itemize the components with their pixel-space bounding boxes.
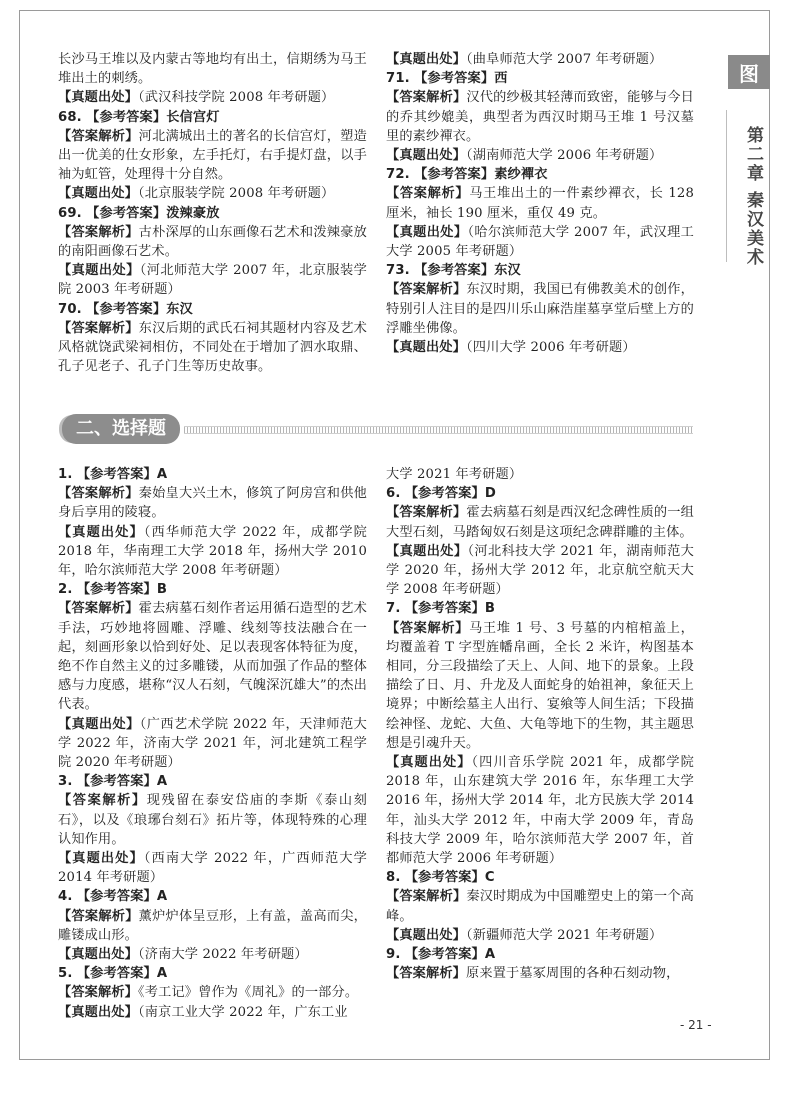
source-line	[386, 338, 694, 357]
entry-text: （河北师范大学 2007 年，北京服装学院 2003 年考研题）	[58, 263, 368, 298]
item-number: 71.	[386, 71, 410, 87]
explanation-paragraph	[386, 503, 694, 541]
entry-text: C	[484, 870, 495, 886]
item-number: 4.	[58, 889, 73, 905]
item-number: 70.	[58, 301, 82, 317]
item-number: 68.	[58, 109, 82, 125]
source-line	[58, 1003, 367, 1022]
entry-text: （湖南师范大学 2006 年考研题）	[466, 148, 663, 164]
entry-text: （四川大学 2006 年考研题）	[466, 340, 636, 356]
entry-text: B	[156, 582, 168, 598]
entry-text: A	[484, 947, 496, 963]
entry-text: 霍去病墓石刻是西汉纪念碑性质的一组大型石刻，马踏匈奴石刻是这项纪念碑群雕的主体。	[386, 505, 694, 540]
entry-label: 【参考答案】	[404, 870, 485, 886]
item-number: 69.	[58, 205, 82, 221]
entry-text: （西南大学 2022 年，广西师范大学 2014 年考研题）	[58, 851, 367, 886]
entry-text: 东汉	[494, 263, 521, 279]
book-logo-icon	[728, 55, 770, 89]
entry-text: 素纱襌衣	[494, 167, 548, 183]
source-line	[386, 223, 694, 261]
top-left-column	[58, 50, 367, 376]
entry-label: 【答案解析】	[58, 793, 147, 809]
entry-text: 泼辣豪放	[166, 205, 220, 221]
entry-label: 【参考答案】	[86, 301, 167, 317]
entry-text: A	[156, 966, 168, 982]
entry-label: 【答案解析】	[386, 889, 467, 905]
entry-label: 【参考答案】	[404, 601, 485, 617]
entry-text: 东汉	[166, 301, 193, 317]
entry-text: 大学 2021 年考研题）	[386, 467, 523, 482]
entry-label: 【真题出处】	[58, 851, 144, 867]
logo-glyph: 图	[739, 61, 759, 86]
entry-text: （西华师范大学 2022 年，成都学院 2018 年，华南理工大学 2018 年，扬州大学 2010 年，哈尔滨师范大学 2008 年考研题）	[58, 524, 367, 579]
entry-text: 东汉后期的武氏石祠其题材内容及艺术风格就饶武梁祠相仿，不同处在于增加了泗水取鼎、孔子见老子、孔子门生等历史故事。	[58, 320, 367, 375]
entry-label: 【答案解析】	[386, 505, 467, 521]
answer-line	[58, 772, 367, 791]
section-header	[58, 412, 693, 448]
explanation-paragraph	[58, 223, 367, 261]
entry-label: 【答案解析】	[58, 601, 139, 617]
entry-label: 【真题出处】	[58, 716, 140, 732]
explanation-paragraph	[58, 319, 367, 377]
entry-text: 马王堆 1 号、3 号墓的内棺棺盖上，均覆盖着 T 字型旌幡帛画，全长 2 米许，构图基本相同，分三段描绘了天上、人间、地下的景象。上段描绘了日、月、升龙及人面蛇身的始祖神，象征天上境界；中断绘墓主人出行、宴飨等人间生活；下段描绘神怪、龙蛇、大鱼、大龟等地下的生物，其主题思想是引魂升天。	[386, 620, 694, 751]
explanation-paragraph	[386, 619, 694, 753]
entry-label: 【真题出处】	[386, 340, 467, 356]
top-right-column	[386, 50, 694, 357]
source-line	[386, 542, 694, 600]
explanation-paragraph	[58, 484, 367, 522]
source-line	[58, 184, 367, 203]
entry-label: 【答案解析】	[58, 985, 139, 1001]
text-paragraph	[58, 50, 367, 88]
entry-label: 【答案解析】	[58, 486, 139, 502]
entry-label: 【参考答案】	[76, 889, 157, 905]
entry-text: （武汉科技学院 2008 年考研题）	[138, 90, 335, 106]
entry-label: 【真题出处】	[386, 927, 467, 943]
entry-label: 【答案解析】	[58, 128, 139, 144]
source-line	[58, 849, 367, 887]
source-line	[386, 146, 694, 165]
entry-text: （曲阜师范大学 2007 年考研题）	[466, 52, 663, 67]
entry-text: 马王堆出土的一件素纱襌衣，长 128 厘米，袖长 190 厘米，重仅 49 克。	[386, 186, 694, 221]
item-number: 72.	[386, 167, 410, 183]
entry-text: 古朴深厚的山东画像石艺术和泼辣豪放的南阳画像石艺术。	[58, 224, 367, 260]
entry-label: 【参考答案】	[404, 486, 485, 502]
item-number: 5.	[58, 966, 73, 982]
answer-line	[386, 945, 694, 964]
entry-label: 【参考答案】	[86, 205, 167, 221]
page-number: - 21 -	[680, 1018, 712, 1032]
entry-label: 【真题出处】	[386, 755, 472, 771]
explanation-paragraph	[58, 983, 367, 1002]
bottom-left-column	[58, 465, 367, 1022]
item-number: 8.	[386, 870, 401, 886]
entry-label: 【答案解析】	[58, 320, 139, 336]
entry-text: （新疆师范大学 2021 年考研题）	[466, 927, 663, 943]
entry-text: 现残留在泰安岱庙的李斯《泰山刻石》，以及《琅琊台刻石》拓片等，体现特殊的心理认知作用。	[58, 793, 367, 847]
entry-label: 【参考答案】	[414, 263, 495, 279]
entry-text: A	[156, 889, 168, 905]
entry-label: 【真题出处】	[386, 148, 467, 164]
entry-label: 【参考答案】	[76, 774, 157, 790]
section-title: 二、选择题	[62, 414, 180, 444]
entry-label: 【答案解析】	[386, 282, 467, 298]
entry-text: （南京工业大学 2022 年，广东工业	[138, 1004, 348, 1020]
explanation-paragraph	[58, 599, 367, 714]
answer-line	[58, 964, 367, 983]
item-number: 1.	[58, 467, 73, 482]
explanation-paragraph	[386, 887, 694, 925]
entry-label: 【真题出处】	[58, 186, 139, 202]
entry-text: B	[484, 601, 496, 617]
entry-text: 秦汉时期成为中国雕塑史上的第一个高峰。	[386, 889, 694, 924]
entry-text: 薰炉炉体呈豆形，上有盖，盖高而尖，雕镂成山形。	[58, 908, 367, 943]
entry-text: 秦始皇大兴土木，修筑了阿房宫和供他身后享用的陵寝。	[58, 486, 367, 521]
entry-text: 长沙马王堆以及内蒙古等地均有出土，信期绣为马王堆出土的刺绣。	[58, 52, 367, 87]
entry-text: 霍去病墓石刻作者运用循石造型的艺术手法，巧妙地将圆雕、浮雕、线刻等技法融合在一起，刻画形象以恰到好处、足以表现客体特征为度，绝不作自然主义的过多雕镂，从而加强了作品的整体感与力度感，堪称“汉人石刻，气魄深沉雄大”的杰出代表。	[58, 601, 367, 713]
entry-text: （四川音乐学院 2021 年，成都学院 2018 年，山东建筑大学 2016 年，东华理工大学 2016 年，扬州大学 2014 年，北方民族大学 2014 年，汕头大学 2012 年，中南大学 2009 年，青岛科技大学 2009 年，哈尔滨师范大学 2007 年，首都师范大学 2006 年考研题）	[386, 755, 694, 867]
entry-label: 【参考答案】	[86, 109, 167, 125]
entry-text: 西	[494, 71, 508, 87]
entry-label: 【答案解析】	[58, 224, 139, 240]
entry-label: 【答案解析】	[386, 186, 470, 202]
answer-line	[386, 69, 694, 88]
entry-label: 【参考答案】	[414, 167, 495, 183]
entry-label: 【参考答案】	[414, 71, 495, 87]
entry-label: 【真题出处】	[58, 1004, 139, 1020]
entry-label: 【真题出处】	[58, 90, 139, 106]
entry-text: 东汉时期，我国已有佛教美术的创作，特别引人注目的是四川乐山麻浩崖墓享堂后壁上方的浮雕坐佛像。	[386, 282, 694, 336]
entry-label: 【真题出处】	[386, 224, 468, 240]
entry-label: 【参考答案】	[76, 467, 157, 482]
answer-line	[58, 580, 367, 599]
entry-label: 【参考答案】	[76, 966, 157, 982]
explanation-paragraph	[386, 184, 694, 222]
entry-label: 【答案解析】	[386, 620, 470, 636]
entry-label: 【答案解析】	[386, 90, 467, 106]
entry-label: 【真题出处】	[58, 263, 140, 279]
bottom-right-column	[386, 465, 694, 983]
item-number: 7.	[386, 601, 401, 617]
item-number: 2.	[58, 582, 73, 598]
entry-label: 【答案解析】	[386, 966, 467, 982]
entry-label: 【真题出处】	[58, 947, 139, 963]
item-number: 73.	[386, 263, 410, 279]
answer-line	[58, 108, 367, 127]
entry-text: 汉代的纱极其轻薄而致密，能够与今日的乔其纱媲美，典型者为西汉时期马王堆 1 号汉墓里的素纱襌衣。	[386, 90, 694, 144]
text-paragraph	[386, 465, 694, 484]
explanation-paragraph	[58, 791, 367, 849]
entry-text: （哈尔滨师范大学 2007 年，武汉理工大学 2005 年考研题）	[386, 224, 694, 260]
entry-text: D	[484, 486, 496, 502]
item-number: 9.	[386, 947, 401, 963]
answer-line	[386, 599, 694, 618]
item-number: 3.	[58, 774, 73, 790]
entry-label: 【真题出处】	[386, 52, 467, 67]
answer-line	[386, 868, 694, 887]
chapter-divider	[726, 110, 727, 262]
entry-text: （河北科技大学 2021 年，湖南师范大学 2020 年，扬州大学 2012 年，北京航空航天大学 2008 年考研题）	[386, 543, 694, 598]
item-number: 6.	[386, 486, 401, 502]
section-rule	[184, 426, 693, 434]
explanation-paragraph	[58, 127, 367, 185]
source-line	[58, 88, 367, 107]
entry-label: 【答案解析】	[58, 908, 139, 924]
answer-line	[386, 261, 694, 280]
answer-line	[58, 204, 367, 223]
source-line	[58, 523, 367, 581]
explanation-paragraph	[386, 280, 694, 338]
entry-label: 【真题出处】	[386, 543, 468, 559]
source-line	[58, 261, 367, 299]
explanation-paragraph	[386, 964, 694, 983]
chapter-title: 第二章 秦汉美术	[743, 126, 763, 267]
answer-line	[386, 484, 694, 503]
entry-label: 【参考答案】	[76, 582, 157, 598]
source-line	[386, 50, 694, 69]
entry-label: 【参考答案】	[404, 947, 485, 963]
entry-text: （广西艺术学院 2022 年，天津师范大学 2022 年，济南大学 2021 年，河北建筑工程学院 2020 年考研题）	[58, 716, 368, 771]
entry-text: A	[156, 774, 168, 790]
source-line	[58, 715, 367, 773]
answer-line	[58, 300, 367, 319]
answer-line	[58, 887, 367, 906]
answer-line	[386, 165, 694, 184]
entry-text: 《考工记》曾作为《周礼》的一部分。	[138, 985, 359, 1001]
entry-text: 长信宫灯	[166, 109, 220, 125]
source-line	[386, 926, 694, 945]
entry-text: （济南大学 2022 年考研题）	[138, 947, 308, 963]
entry-text: 原来置于墓冢周围的各种石刻动物，	[466, 966, 680, 982]
source-line	[386, 753, 694, 868]
entry-text: A	[156, 467, 168, 482]
entry-label: 【真题出处】	[58, 524, 144, 540]
entry-text: （北京服装学院 2008 年考研题）	[138, 186, 335, 202]
explanation-paragraph	[58, 907, 367, 945]
explanation-paragraph	[386, 88, 694, 146]
answer-line	[58, 465, 367, 484]
source-line	[58, 945, 367, 964]
entry-text: 河北满城出土的著名的长信宫灯，塑造出一优美的仕女形象，左手托灯，右手提灯盘，以手袖为虹管，处理得十分自然。	[58, 128, 367, 183]
